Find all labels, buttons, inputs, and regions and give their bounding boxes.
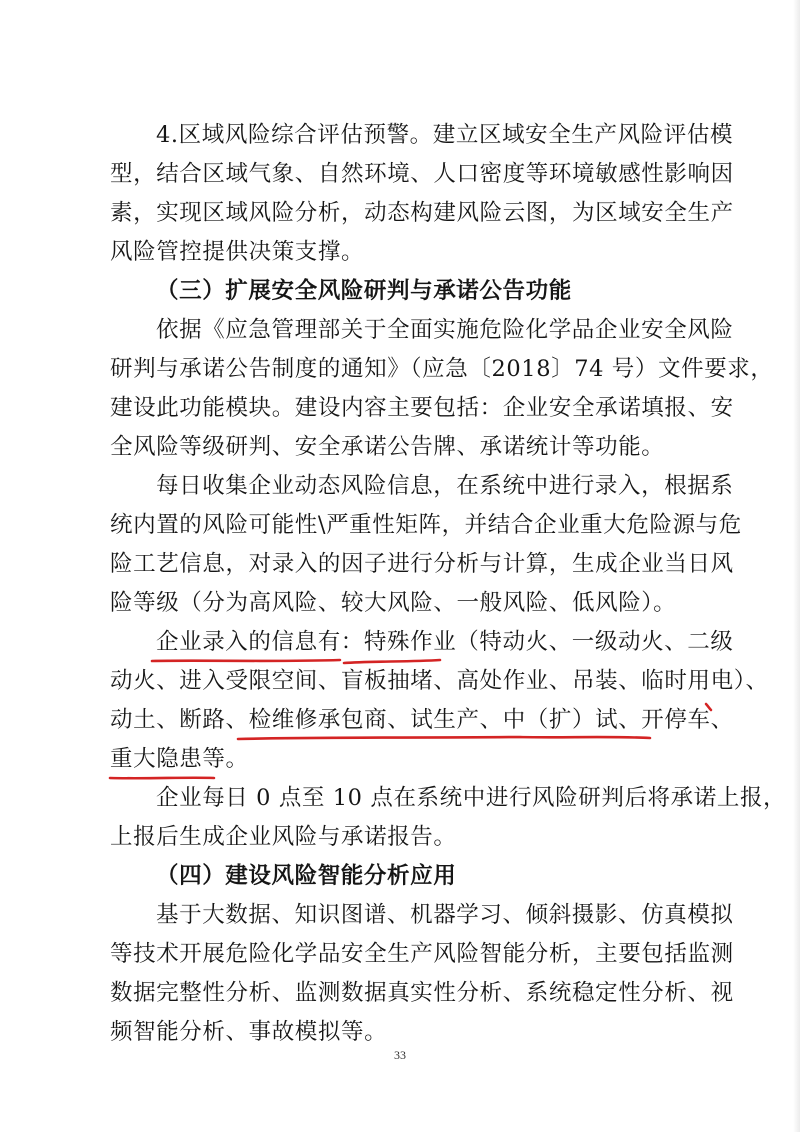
- scan-edge: [793, 0, 800, 1132]
- paragraph-line: 依据《应急管理部关于全面实施危险化学品企业安全风险: [156, 317, 734, 343]
- paragraph-line: 险工艺信息，对录入的因子进行分析与计算，生成企业当日风: [110, 551, 734, 577]
- paragraph-line: 4.区域风险综合评估预警。建立区域安全生产风险评估模: [156, 122, 734, 148]
- section-heading: （四）建设风险智能分析应用: [156, 863, 457, 889]
- paragraph-line: 建设此功能模块。建设内容主要包括：企业安全承诺填报、安: [110, 395, 734, 421]
- paragraph-line: 风险管控提供决策支撑。: [110, 239, 365, 265]
- paragraph-line: 频智能分析、事故模拟等。: [110, 1019, 388, 1045]
- paragraph-line: 重大隐患等。: [110, 746, 249, 772]
- paragraph-line: 等技术开展危险化学品安全生产风险智能分析，主要包括监测: [110, 941, 734, 967]
- paragraph-line: 数据完整性分析、监测数据真实性分析、系统稳定性分析、视: [110, 980, 734, 1006]
- paragraph-line: 动土、断路、检维修承包商、试生产、中（扩）试、开停车、: [110, 707, 734, 733]
- paragraph-line: 每日收集企业动态风险信息，在系统中进行录入，根据系: [156, 473, 734, 499]
- underline-hazard: [110, 778, 214, 779]
- paragraph-line: 素，实现区域风险分析，动态构建风险云图，为区域安全生产: [110, 200, 734, 226]
- paragraph-line: 统内置的风险可能性\严重性矩阵，并结合企业重大危险源与危: [110, 512, 742, 538]
- paragraph-line: 动火、进入受限空间、盲板抽堵、高处作业、吊装、临时用电）、: [110, 668, 769, 694]
- underline-special-work: [344, 660, 440, 663]
- paragraph-line: 上报后生成企业风险与承诺报告。: [110, 824, 457, 850]
- paragraph-line: 企业录入的信息有：特殊作业（特动火、一级动火、二级: [156, 629, 734, 655]
- paragraph-line: 型，结合区域气象、自然环境、人口密度等环境敏感性影响因: [110, 161, 734, 187]
- section-heading: （三）扩展安全风险研判与承诺公告功能: [156, 278, 572, 304]
- page-number: 33: [394, 1048, 406, 1062]
- underline-maintenance: [238, 737, 650, 739]
- paragraph-line: 全风险等级研判、安全承诺公告牌、承诺统计等功能。: [110, 434, 665, 460]
- underline-info-label: [152, 660, 340, 661]
- paragraph-line: 险等级（分为高风险、较大风险、一般风险、低风险）。: [110, 590, 677, 616]
- paragraph-line: 基于大数据、知识图谱、机器学习、倾斜摄影、仿真模拟: [156, 902, 734, 928]
- paragraph-line: 研判与承诺公告制度的通知》（应急〔2018〕74 号）文件要求，: [110, 356, 774, 382]
- paragraph-line: 企业每日 0 点至 10 点在系统中进行风险研判后将承诺上报，: [156, 785, 787, 811]
